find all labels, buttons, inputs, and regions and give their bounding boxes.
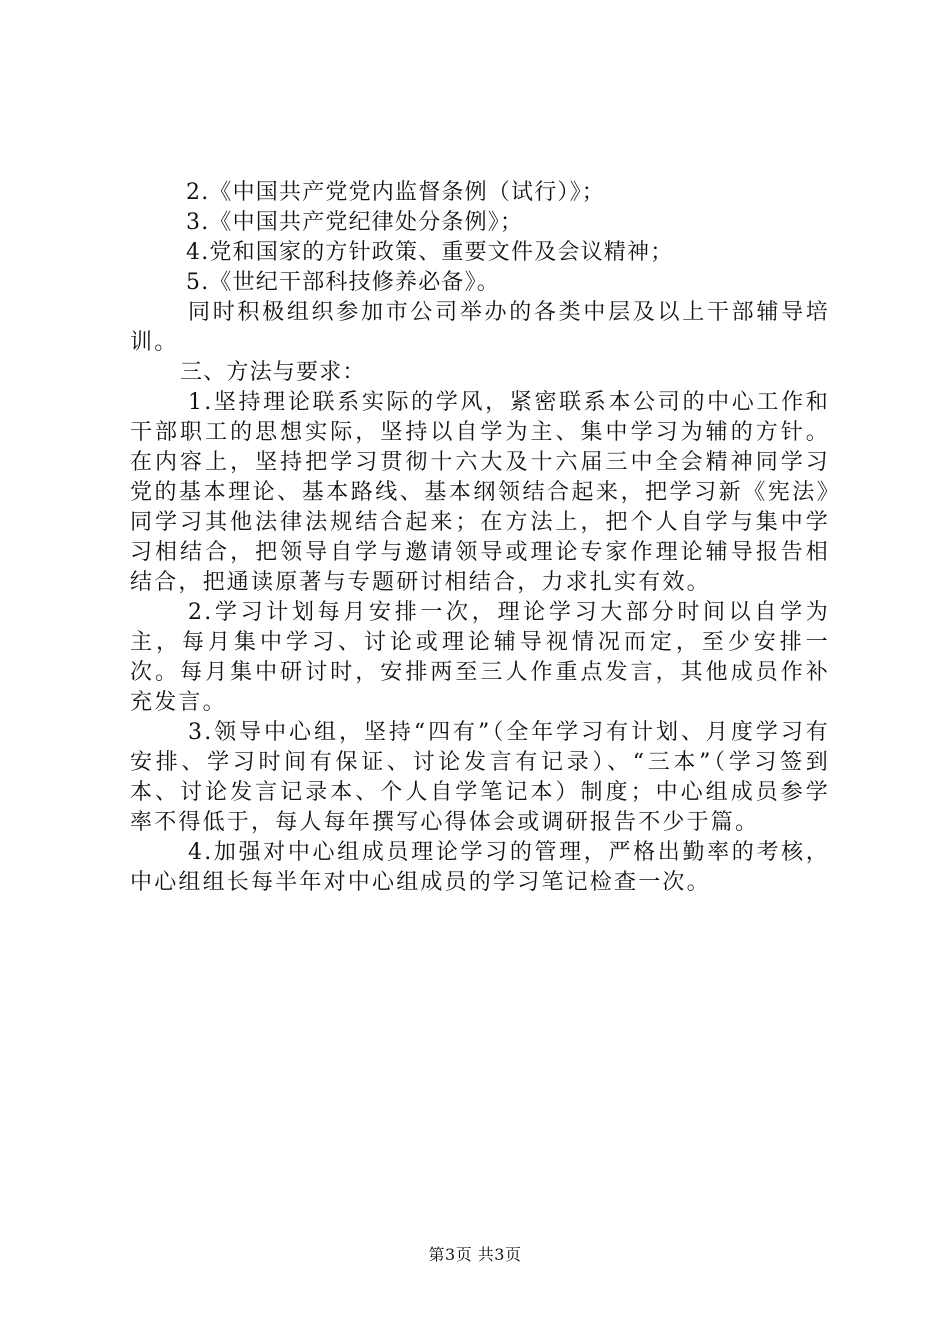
list-item: 4.党和国家的方针政策、重要文件及会议精神；: [186, 240, 674, 265]
list-item: 2.《中国共产党党内监督条例（试行）》；: [186, 180, 605, 205]
page-number-footer: 第3页 共3页: [428, 1245, 522, 1264]
list-item: 3.《中国共产党纪律处分条例》；: [186, 210, 524, 235]
document-body: [130, 178, 830, 898]
intro-paragraph: 同时积极组织参加市公司举办的各类中层及以上干部辅导培训。: [130, 300, 830, 355]
requirement-paragraph: 1.坚持理论联系实际的学风，紧密联系本公司的中心工作和干部职工的思想实际，坚持以自学为主、集中学习为辅的方针。在内容上，坚持把学习贯彻十六大及十六届三中全会精神同学习党的基本理论、基本路线、基本纲领结合起来，把学习新《宪法》同学习其他法律法规结合起来；在方法上，把个人自学与集中学习相结合，把领导自学与邀请领导或理论专家作理论辅导报告相结合，把通读原著与专题研讨相结合，力求扎实有效。: [130, 390, 830, 595]
requirement-paragraph: 3.领导中心组，坚持“四有”（全年学习有计划、月度学习有安排、学习时间有保证、讨论发言有记录）、“三本”（学习签到本、讨论发言记录本、个人自学笔记本）制度；中心组成员参学率不得低于，每人每年撰写心得体会或调研报告不少于篇。: [130, 720, 830, 835]
list-item: 5.《世纪干部科技修养必备》。: [186, 270, 500, 295]
requirement-paragraph: 4.加强对中心组成员理论学习的管理，严格出勤率的考核，中心组组长每半年对中心组成员的学习笔记检查一次。: [130, 840, 830, 895]
section-heading: 三、方法与要求：: [180, 360, 366, 385]
requirement-paragraph: 2.学习计划每月安排一次，理论学习大部分时间以自学为主，每月集中学习、讨论或理论辅导视情况而定，至少安排一次。每月集中研讨时，安排两至三人作重点发言，其他成员作补充发言。: [130, 600, 830, 715]
